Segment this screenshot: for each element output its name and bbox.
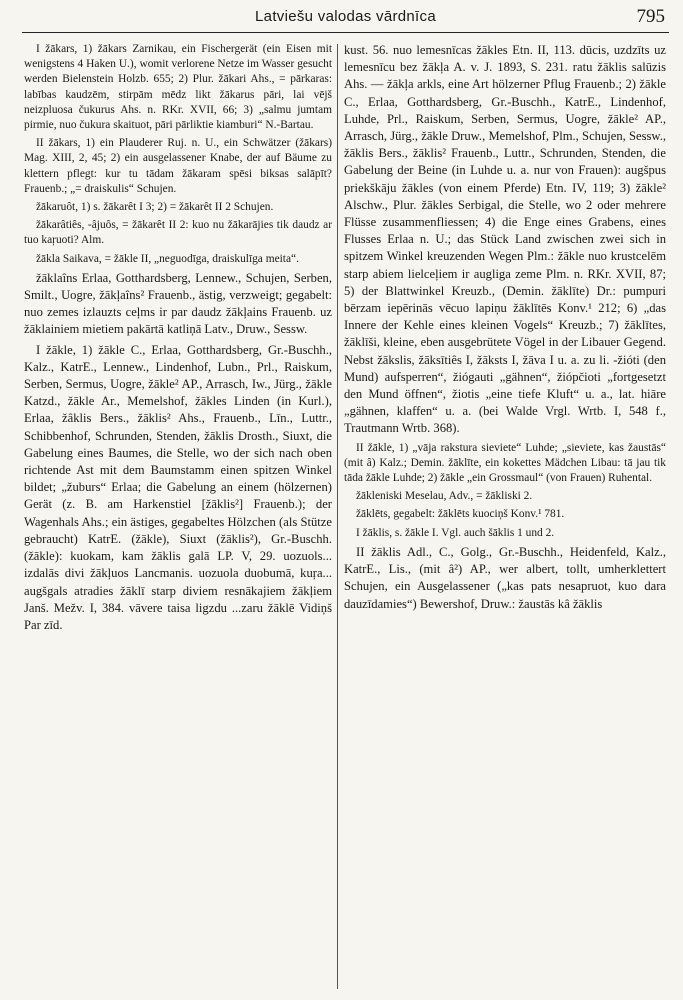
dictionary-entry: II žākle, 1) „vāja rakstura sieviete“ Luhde; „sieviete, kas žaustās“ (mit â) Kalz.; Demin. žāklīte, ein kokettes Mädchen Libau: tā jau tik tāda žākle Luhde; 2) žākle „ein Grossmaul“ (von Frauen) Ruhental. <box>344 441 666 485</box>
dictionary-entry: žākla Saikava, = žākle II, „neguodīga, draiskulīga meita“. <box>36 252 299 265</box>
dictionary-entry: žākleniski Meselau, Adv., = žākliski 2. <box>356 490 533 503</box>
dictionary-entry: I žāklis, s. žākle I. Vgl. auch šāklis 1 und 2. <box>356 526 555 539</box>
right-column <box>344 42 666 616</box>
column-divider <box>337 44 338 989</box>
left-column <box>24 42 332 637</box>
dictionary-entry: II žākars, 1) ein Plauderer Ruj. n. U., ein Schwätzer (žākars) Mag. XIII, 2, 45; 2) ein ausgelassener Knabe, der auf Bäume zu klettern pflegt: kur tu tādam žākaram spēsi biksas salāpīt? Frauenb.; „= draiskulis“ Schujen. <box>24 137 332 195</box>
dictionary-entry: žāklēts, gegabelt: žāklēts kuociņš Konv.¹ 781. <box>356 508 565 521</box>
dictionary-entry: II žāklis Adl., C., Golg., Gr.-Buschh., Heidenfeld, Kalz., KatrE., Lis., (mit â²) AP., wer albert, tollt, umherklettert Schujen, ein Ausgelassener („kas pats nesapruot, kuo dara dauzīdamies“) Bewershof, Druw.: žaustās kâ žāklis <box>344 544 666 611</box>
page-number: 795 <box>636 6 665 27</box>
running-title: Latviešu valodas vārdnīca <box>255 8 436 25</box>
dictionary-entry: žāklaîns Erlaa, Gotthardsberg, Lennew., Schujen, Serben, Smilt., Uogre, žākļaîns² Frauenb., ästig, verzweigt; gegabelt: nuo zemes izlauzts ceļms ir par daudz žākļains Frauenb. uz žāklainiem mietiem pakārtā katliņā Latv., Druw., Sessw. <box>24 270 332 337</box>
dictionary-entry: kust. 56. nuo lemesnīcas žākles Etn. II, 113. dūcis, uzdzīts uz lemesnīcu bez žākļa A. v. J. 1893, S. 231. ratu žāklis salūzis Ahs. — žākļa arkls, eine Art hölzerner Pflug Frauenb.; 2) žākle C., Erlaa, Gotthardsberg, Gr.-Buschh., KatrE., Lindenhof, Luhde, Prl., Raiskum, Serben, Sermus, Uogre, žākle² AP., Arrasch, Jürg., žākle Druw., Memelshof, Plm., Schujen, Sessw., žāklis Bers., žāklis² Frauenb., Luttr., Schrunden, Stenden, die Gabelung der Beine (in Luhde u. a. nur von Frauen): augšpus priekškāju žākles (von einem Pferde) Etn. IV, 119; 3) žākle² Alschw., Plur. žākles Serbigal, die Stelle, wo 2 oder mehrere Flüsse zusammenfliessen; 4) die Enge eines Grabens, eines Flusses Erlaa n. U.; das Stück Land zwischen zwei sich in spitzem Winkel kreuzenden Wegen Plm.: žākle nuo krustcelēm starp abiem lielceļiem ir augliga zeme Plm. n. RKr. XVII, 87; 5) der Blattwinkel Kreuzb., (Demin. žāklīte) Dr.: pumpuri bērzam iepērinās vēcuo lapiņu žāklītēs Konv.¹ 212; 6) „das Innere der Kehle eines kleinen Vogels“ Kreuzb.; 7) žāklītes, žāklīši, kleine, eben ausgebrütete Vögel in der Libauer Gegend. Nebst žākslis, žāksītiês I, žāksts I, žāva I u. a. zu li. -žióti (den Mund) aufsperren“, žiógauti „gähnen“, žiópčioti „fortgesetzt den Mund öffnen“, žiotis „eine tiefe Kluft“ u. a., lat. hiāre „gähnen, klaffen“ u. a. (bei Walde Vrgl. Wrtb. I, 548 f., Trautmann Wrtb. 368). <box>344 43 666 436</box>
dictionary-entry: I žākars, 1) žākars Zarnikau, ein Fischergerät (ein Eisen mit wenigstens 4 Haken U.), womit verlorene Netze im Wasser gesucht werden Bielenstein Holzb. 655; 2) Plur. žākari Ahs., = pārkaras: labības kaudzēm, stirpām mēdz likt žākarus pāri, lai vējš neizpluosa čukurus Ahs. n. RKr. XVII, 66; 3) „salmu jumtam pirmie, nuo čukura skaituot, pāri pārliktie kiamburi“ N.-Bartau. <box>24 43 332 132</box>
page-header <box>22 6 669 33</box>
dictionary-entry: žākarâtiês, -âjuôs, = žākarêt II 2: kuo nu žākarājies tik daudz ar tuo kaŗuoti? Alm. <box>24 219 332 247</box>
dictionary-entry: I žākle, 1) žākle C., Erlaa, Gotthardsberg, Gr.-Buschh., Kalz., KatrE., Lennew., Lindenhof, Lubn., Prl., Raiskum, Serben, Sermus, Uogre, žākle² AP., Arrasch, Iw., Jürg., žākle Katzd., žākle Ar., Memelshof, žākles Linden (in Kurl.), Erlaa, žâklis Bers., žāklis² Ahs., Frauenb., Līn., Luttr., Schibbenhof, Schrunden, Stenden, žāklis Drosth., Siuxt, die Gabelung eines Baumes, die Stelle, wo der sich nach oben richtende Ast mit dem Baumstamm einen spitzen Winkel bildet; „žuburs“ Erlaa; die Gabelung an einem (hölzernen) Gerät (z. B. am Harkenstiel [žāklis²] Frauenb.); der Wagenhals Ahs.; ein ästiges, gegabeltes Hölzchen (als Stütze gebraucht) KatrE. (žākle), Siuxt (žāklis²), Gr.-Buschh. (žākle): kuokam, kam žāklis galā LP. V, 29. uozuols... izdalās divi žākļuos Lancmanis. uozuola duobumā, kuŗa... augšgals atradies žāklī starp diviem resnākajiem žākļiem Janš. Mežv. I, 384. vāvere taisa ligzdu ...zaru žāklē Vidiņš Par zīd. <box>24 342 332 632</box>
dictionary-entry: žākaruôt, 1) s. žākarêt I 3; 2) = žākarêt II 2 Schujen. <box>36 201 274 214</box>
